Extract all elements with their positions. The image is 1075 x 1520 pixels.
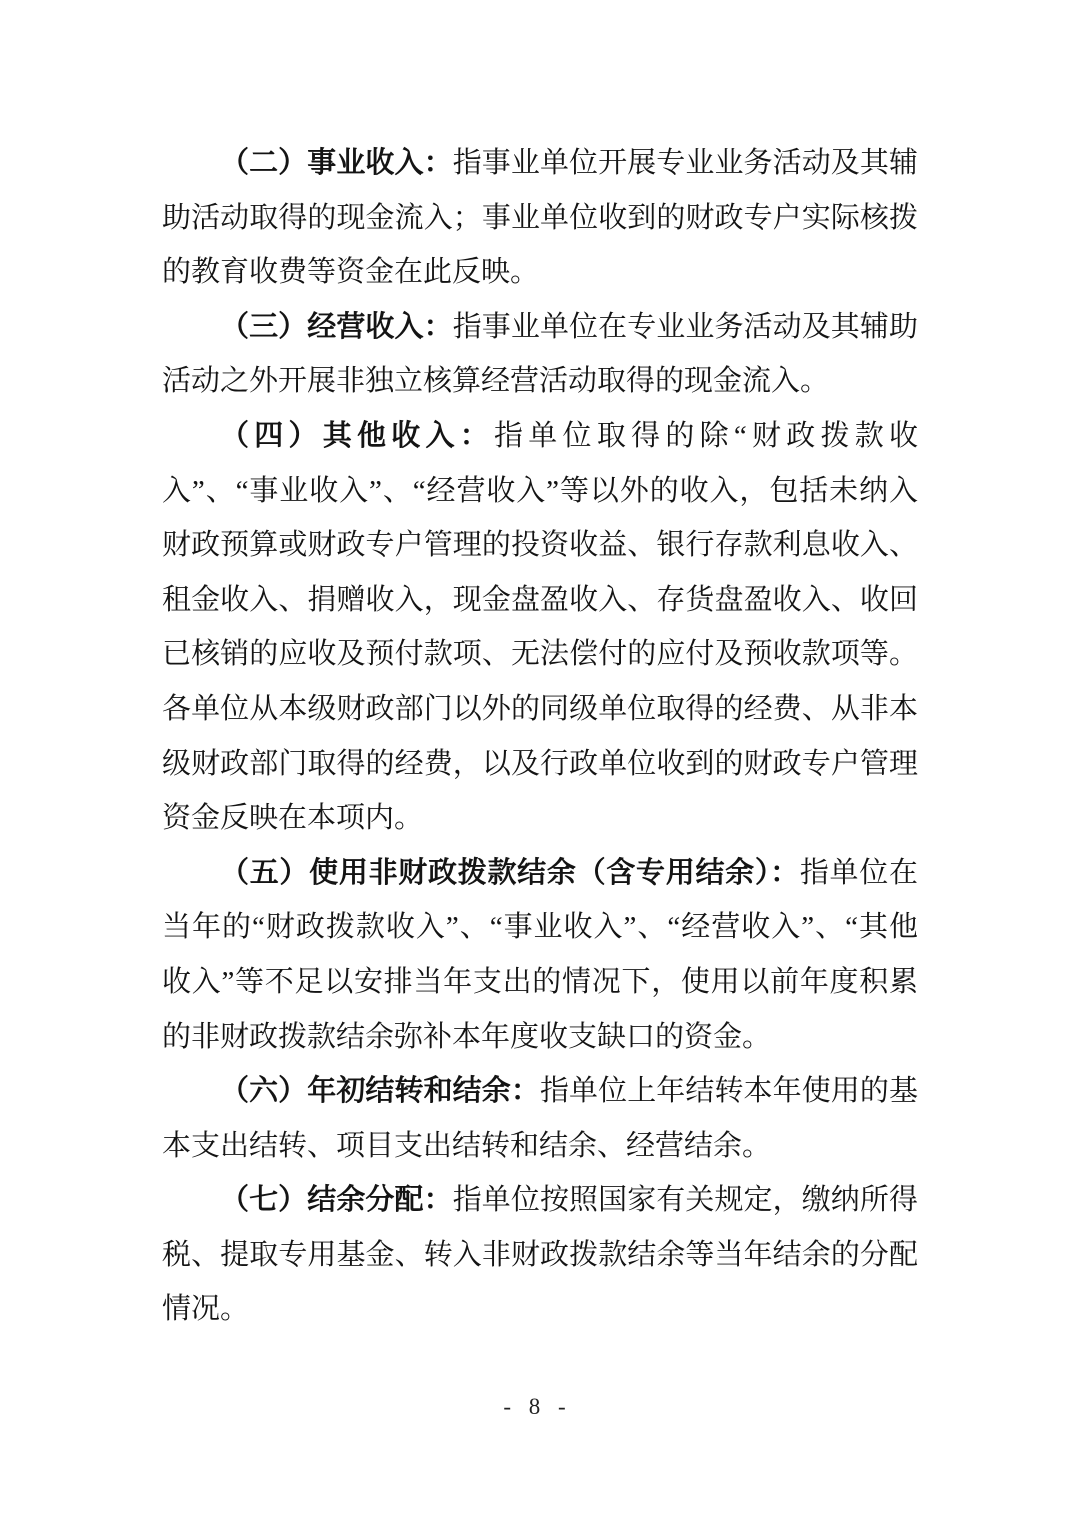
paragraph [162, 300, 918, 409]
paragraph [162, 1173, 918, 1337]
paragraph [162, 136, 918, 300]
paragraph [162, 409, 918, 846]
paragraph-body: 指单位上年结转本年使用的基本支出结转、项目支出结转和结余、经营结余。 [162, 1075, 918, 1162]
paragraph-body: 指单位按照国家有关规定，缴纳所得税、提取专用基金、转入非财政拨款结余等当年结余的分配情况。 [162, 1184, 918, 1326]
page-number: - 8 - [503, 1394, 572, 1419]
paragraph-lead: （五）使用非财政拨款结余（含专用结余）： [220, 856, 800, 889]
paragraph-lead: （七）结余分配： [220, 1184, 453, 1217]
paragraph-lead: （四）其他收入： [220, 419, 495, 452]
paragraph-lead: （二）事业收入： [220, 147, 453, 179]
paragraph-body: 指单位取得的除“财政拨款收入”、“事业收入”、“经营收入”等以外的收入，包括未纳入财政预算或财政专户管理的投资收益、银行存款利息收入、租金收入、捐赠收入，现金盘盈收入、存货盘盈收入、收回已核销的应收及预付款项、无法偿付的应付及预收款项等。各单位从本级财政部门以外的同级单位取得的经费、从非本级财政部门取得的经费，以及行政单位收到的财政专户管理资金反映在本项内。 [162, 419, 918, 835]
paragraph-body: 指事业单位在专业业务活动及其辅助活动之外开展非独立核算经营活动取得的现金流入。 [162, 310, 918, 398]
document-body [162, 136, 918, 1337]
paragraph [162, 1064, 918, 1173]
paragraph-body: 指单位在当年的“财政拨款收入”、“事业收入”、“经营收入”、“其他收入”等不足以安排当年支出的情况下，使用以前年度积累的非财政拨款结余弥补本年度收支缺口的资金。 [162, 856, 918, 1053]
paragraph [162, 846, 918, 1064]
paragraph-lead: （六）年初结转和结余： [220, 1075, 540, 1108]
paragraph-lead: （三）经营收入： [220, 310, 453, 343]
paragraph-body: 指事业单位开展专业业务活动及其辅助活动取得的现金流入；事业单位收到的财政专户实际核拨的教育收费等资金在此反映。 [162, 147, 918, 289]
